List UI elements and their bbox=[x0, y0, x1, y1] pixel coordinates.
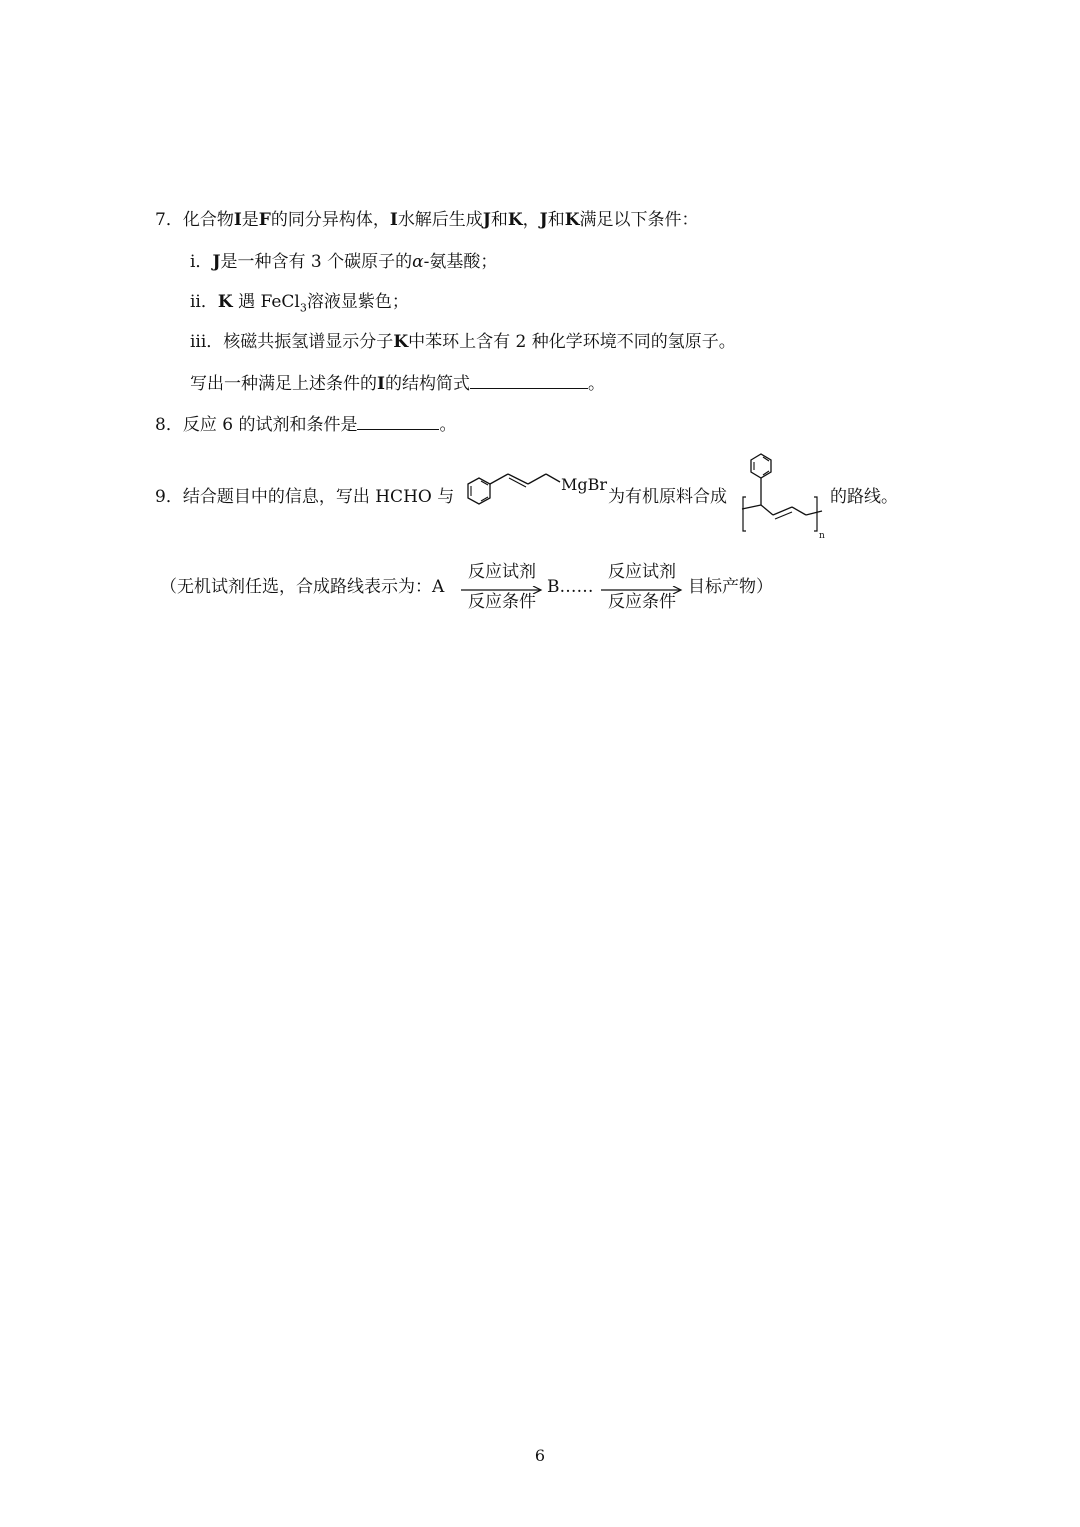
answer-blank bbox=[470, 372, 588, 389]
mgbr-label: MgBr bbox=[561, 475, 608, 494]
route-note-pre: （无机试剂任选，合成路线表示为：A bbox=[160, 577, 445, 597]
q9-stem-part2: 为有机原料合成 bbox=[608, 487, 727, 507]
polymer-subscript-n: n bbox=[819, 531, 825, 540]
page-number: 6 bbox=[534, 1446, 546, 1465]
polymer-structure bbox=[736, 445, 828, 540]
q9-stem-part3: 的路线。 bbox=[830, 487, 898, 507]
q7-condition-i: i．J是一种含有 3 个碳原子的α-氨基酸； bbox=[190, 252, 498, 272]
q7-condition-ii: ii．K 遇 FeCl$_3$溶液显紫色； bbox=[190, 292, 409, 315]
route-note-post: 目标产物） bbox=[688, 577, 773, 597]
q7-condition-iii: iii．核磁共振氢谱显示分子K中苯环上含有 2 种化学环境不同的氢原子。 bbox=[190, 332, 736, 352]
q7-stem: 7．化合物I是F的同分异构体，I水解后生成J和K，J和K满足以下条件： bbox=[155, 210, 699, 230]
answer-blank bbox=[357, 413, 439, 430]
reaction-arrow-1: 反应试剂 反应条件 bbox=[461, 558, 543, 618]
q8-stem: 8．反应 6 的试剂和条件是 。 bbox=[155, 415, 457, 435]
q9-stem-part1: 9．结合题目中的信息，写出 HCHO 与 bbox=[155, 487, 455, 507]
cinnamyl-grignard-structure bbox=[458, 460, 608, 522]
q7-ask: 写出一种满足上述条件的I的结构简式 。 bbox=[190, 374, 605, 394]
reaction-arrow-2: 反应试剂 反应条件 bbox=[601, 558, 683, 618]
route-note-mid: B…… bbox=[547, 577, 594, 597]
